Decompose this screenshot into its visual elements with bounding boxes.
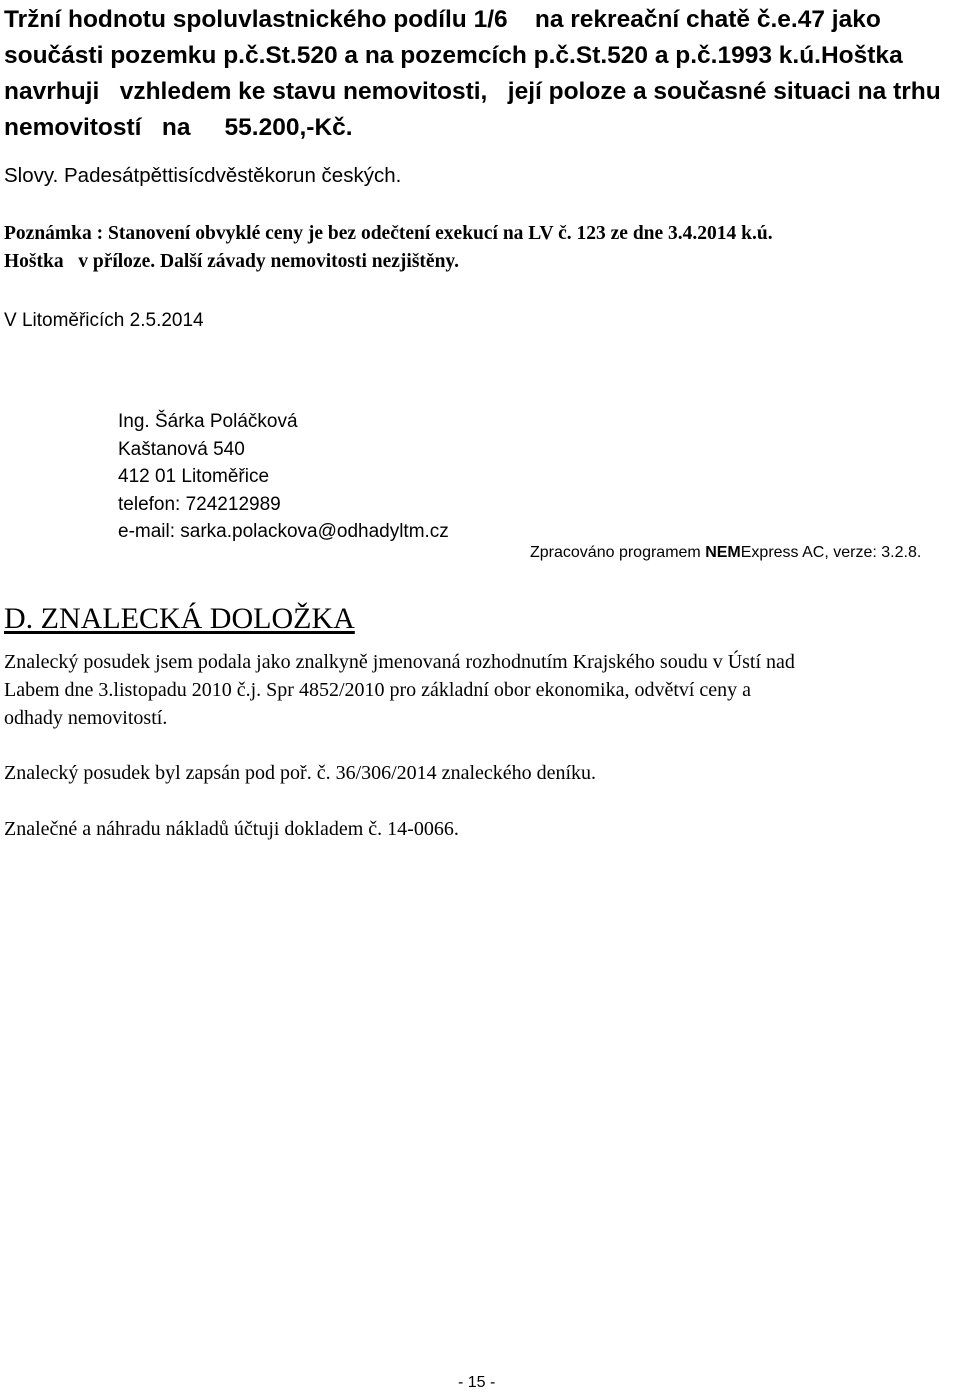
software-credit-prefix: Zpracováno programem: [530, 544, 706, 561]
appraiser-email: e-mail: sarka.polackova@odhadyltm.cz: [118, 521, 449, 542]
note-line: Hoštka v příloze. Další závady nemovitosti nezjištěny.: [4, 251, 459, 272]
appraiser-name: Ing. Šárka Poláčková: [118, 411, 298, 432]
appraiser-phone: telefon: 724212989: [118, 493, 281, 515]
note-line: Poznámka : Stanovení obvyklé ceny je bez odečtení exekucí na LV č. 123 ze dne 3.4.2014 k.ú.: [4, 223, 773, 244]
clause-line: Znalecký posudek jsem podala jako znalkyně jmenovaná rozhodnutím Krajského soudu v Ústí nad: [4, 651, 795, 673]
valuation-line-prefix: nemovitostí na: [4, 114, 225, 141]
amount-in-words: Slovy. Padesátpěttisícdvěstěkorun českých.: [4, 164, 402, 187]
software-product: Express AC: [740, 544, 825, 561]
valuation-amount: 55.200,-Kč.: [224, 114, 353, 141]
valuation-line: součásti pozemku p.č.St.520 a na pozemcích p.č.St.520 a p.č.1993 k.ú.Hoštka: [4, 42, 903, 69]
software-version: , verze: 3.2.8.: [824, 544, 922, 561]
appraiser-city: 412 01 Litoměřice: [118, 466, 270, 487]
valuation-note: [4, 220, 773, 276]
software-credit: [530, 544, 921, 562]
appraiser-contact-block: [118, 408, 449, 546]
expert-clause-paragraph: [4, 648, 795, 732]
valuation-line: navrhuji vzhledem ke stavu nemovitosti, její poloze a současné situaci na trhu: [4, 78, 941, 105]
appraiser-street: Kaštanová 540: [118, 438, 245, 460]
valuation-line: Tržní hodnotu spoluvlastnického podílu 1/6 na rekreační chatě č.e.47 jako: [4, 6, 881, 33]
diary-entry-paragraph: Znalecký posudek byl zapsán pod poř. č. 36/306/2014 znaleckého deníku.: [4, 762, 597, 784]
place-and-date: V Litoměřicích 2.5.2014: [4, 310, 204, 331]
fee-paragraph: Znalečné a náhradu nákladů účtuji dokladem č. 14-0066.: [4, 818, 459, 840]
section-heading: D. ZNALECKÁ DOLOŽKA: [4, 602, 355, 635]
valuation-line: [4, 110, 941, 146]
page-number: - 15 -: [458, 1374, 496, 1391]
clause-line: odhady nemovitostí.: [4, 707, 168, 729]
software-brand: NEM: [705, 544, 741, 561]
clause-line: Labem dne 3.listopadu 2010 č.j. Spr 4852/2010 pro základní obor ekonomika, odvětví ceny a: [4, 679, 752, 701]
valuation-statement: [4, 2, 941, 146]
